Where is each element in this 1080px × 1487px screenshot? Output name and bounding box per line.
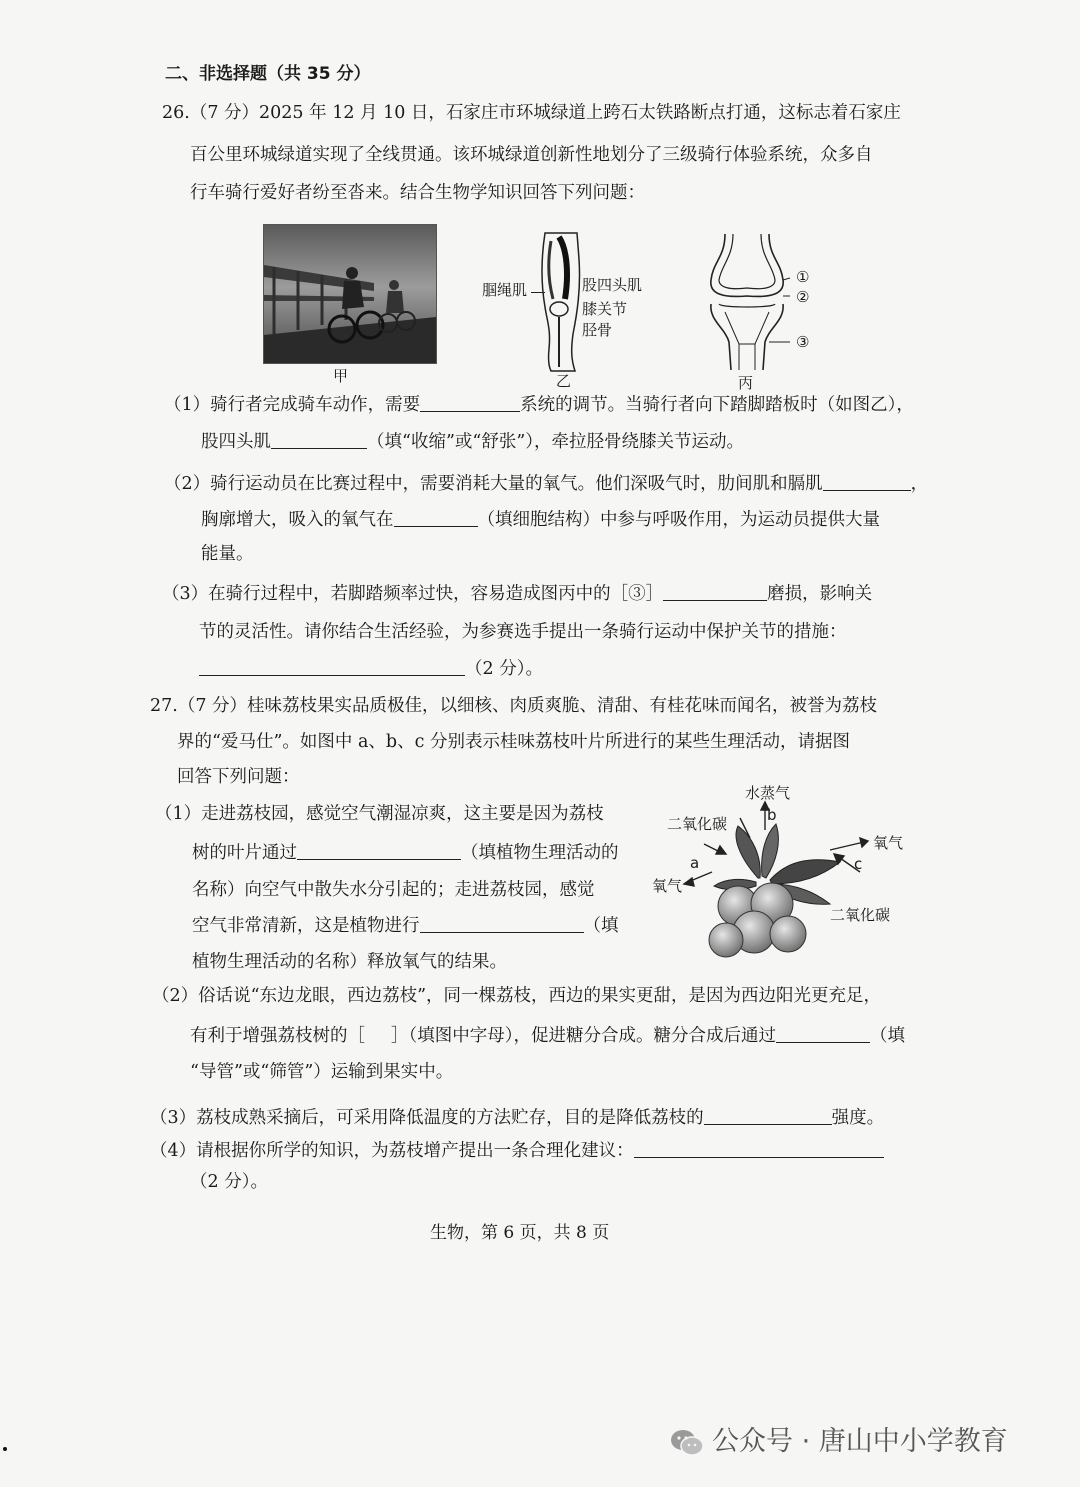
section-title: 二、非选择题（共 35 分） — [165, 64, 371, 84]
label-co2-bottom: 二氧化碳 — [830, 906, 891, 924]
text: （2 分）。 — [465, 659, 543, 679]
q26-p2-line-3: 能量。 — [201, 544, 254, 564]
label-b: b — [767, 806, 777, 824]
fig-label-yi: 乙 — [556, 372, 572, 390]
page-footer: 生物，第 6 页，共 8 页 — [430, 1223, 610, 1243]
answer-blank[interactable] — [823, 489, 911, 491]
q27-line-3: 回答下列问题： — [177, 767, 300, 787]
text: 树的叶片通过 — [192, 843, 297, 863]
scan-dot — [3, 1447, 7, 1451]
marker-1: ① — [796, 268, 810, 286]
wechat-icon — [670, 1428, 704, 1458]
q26-line-3: 行车骑行爱好者纷至沓来。结合生物学知识回答下列问题： — [190, 183, 645, 203]
answer-blank[interactable] — [663, 599, 767, 601]
q27-p1-line-3: 名称）向空气中散失水分引起的；走进荔枝园，感觉 — [192, 880, 595, 900]
q26-line-2: 百公里环城绿道实现了全线贯通。该环城绿道创新性地划分了三级骑行体验系统，众多自 — [190, 145, 873, 165]
knee-joint-diagram — [705, 232, 790, 372]
q26-p1-line-2 — [201, 434, 744, 452]
text: 空气非常清新，这是植物进行 — [192, 916, 420, 936]
fig-label-jia: 甲 — [333, 367, 349, 385]
text: ］（填图中字母），促进糖分合成。糖分合成后通过 — [391, 1026, 776, 1046]
text: 胸廓增大，吸入的氧气在 — [201, 510, 394, 530]
text: 有利于增强荔枝树的［ — [190, 1026, 365, 1046]
q27-p4-line-2: （2 分）。 — [190, 1172, 268, 1192]
leg-muscle-diagram — [537, 229, 587, 374]
q27-line-1: 27.（7 分）桂味荔枝果实品质极佳，以细核、肉质爽脆、清甜、有桂花味而闻名，被誉为荔枝 — [150, 696, 878, 716]
watermark-text: 公众号 · 唐山中小学教育 — [712, 1426, 1008, 1457]
answer-blank[interactable] — [199, 674, 465, 676]
label-o2-right: 氧气 — [873, 834, 904, 852]
marker-2: ② — [796, 288, 810, 306]
label-quadriceps: 股四头肌 — [582, 276, 643, 294]
text: （3）荔枝成熟采摘后，可采用降低温度的方法贮存，目的是降低荔枝的 — [150, 1108, 704, 1128]
text: （填 — [583, 916, 619, 936]
q26-p2-line-2 — [201, 512, 880, 530]
marker-3: ③ — [796, 333, 810, 351]
label-co2-top: 二氧化碳 — [667, 815, 728, 833]
answer-blank[interactable] — [420, 931, 584, 933]
text: （填“收缩”或“舒张”），牵拉胫骨绕膝关节运动。 — [367, 432, 745, 452]
q27-p1-line-5: 植物生理活动的名称）释放氧气的结果。 — [192, 952, 507, 972]
q27-p1-line-1: （1）走进荔枝园，感觉空气潮湿凉爽，这主要是因为荔枝 — [155, 804, 604, 824]
text: （4）请根据你所学的知识，为荔枝增产提出一条合理化建议： — [150, 1141, 634, 1161]
q27-p1-line-2 — [192, 845, 619, 863]
q27-p1-line-4 — [192, 918, 619, 936]
label-a: a — [690, 854, 700, 872]
answer-blank[interactable] — [704, 1123, 832, 1125]
label-c: c — [854, 855, 863, 873]
q27-p2-line-2 — [190, 1028, 905, 1046]
text: ， — [910, 474, 929, 494]
text: （填细胞结构）中参与呼吸作用，为运动员提供大量 — [477, 510, 880, 530]
fig-label-bing: 丙 — [738, 374, 754, 392]
text: 磨损，影响关 — [767, 584, 873, 604]
text: （填植物生理活动的 — [461, 843, 619, 863]
q27-p2-line-1: （2）俗话说“东边龙眼，西边荔枝”，同一棵荔枝，西边的果实更甜，是因为西边阳光更充足， — [152, 986, 882, 1006]
text: 股四头肌 — [201, 432, 271, 452]
text: （3）在骑行过程中，若脚踏频率过快，容易造成图丙中的［③］ — [162, 584, 664, 604]
answer-blank[interactable] — [420, 410, 520, 412]
label-o2-left: 氧气 — [652, 877, 683, 895]
answer-blank[interactable] — [271, 447, 367, 449]
leader-line — [531, 292, 545, 293]
label-knee-joint: 膝关节 — [582, 300, 628, 318]
text: 系统的调节。当骑行者向下踏脚踏板时（如图乙）， — [520, 395, 914, 415]
q26-p3-line-3 — [199, 661, 543, 679]
q26-line-1: 26.（7 分）2025 年 12 月 10 日，石家庄市环城绿道上跨石太铁路断点打通，这标志着石家庄 — [162, 103, 901, 123]
q26-p3-line-1 — [162, 586, 872, 604]
answer-blank[interactable] — [776, 1041, 870, 1043]
q26-p1-line-1 — [164, 397, 914, 415]
q26-p3-line-2: 节的灵活性。请你结合生活经验，为参赛选手提出一条骑行运动中保护关节的措施： — [199, 622, 847, 642]
q27-p4-line-1 — [150, 1143, 884, 1161]
label-water-vapor: 水蒸气 — [745, 784, 791, 802]
label-hamstring: 腘绳肌 — [482, 281, 528, 299]
text: （填 — [870, 1026, 905, 1046]
answer-blank[interactable] — [297, 858, 461, 860]
text: 强度。 — [831, 1108, 885, 1128]
label-tibia: 胫骨 — [582, 321, 613, 339]
text: （2）骑行运动员在比赛过程中，需要消耗大量的氧气。他们深吸气时，肋间肌和膈肌 — [164, 474, 823, 494]
q26-p2-line-1 — [164, 476, 928, 494]
cyclists-photo — [263, 224, 437, 364]
q27-line-2: 界的“爱马仕”。如图中 a、b、c 分别表示桂味荔枝叶片所进行的某些生理活动，请据图 — [177, 732, 850, 752]
answer-blank[interactable] — [394, 525, 478, 527]
q27-p2-line-3: “导管”或“筛管”）运输到果实中。 — [190, 1062, 454, 1082]
answer-blank[interactable] — [634, 1156, 884, 1158]
text: （1）骑行者完成骑车动作，需要 — [164, 395, 421, 415]
q27-p3 — [150, 1110, 884, 1128]
